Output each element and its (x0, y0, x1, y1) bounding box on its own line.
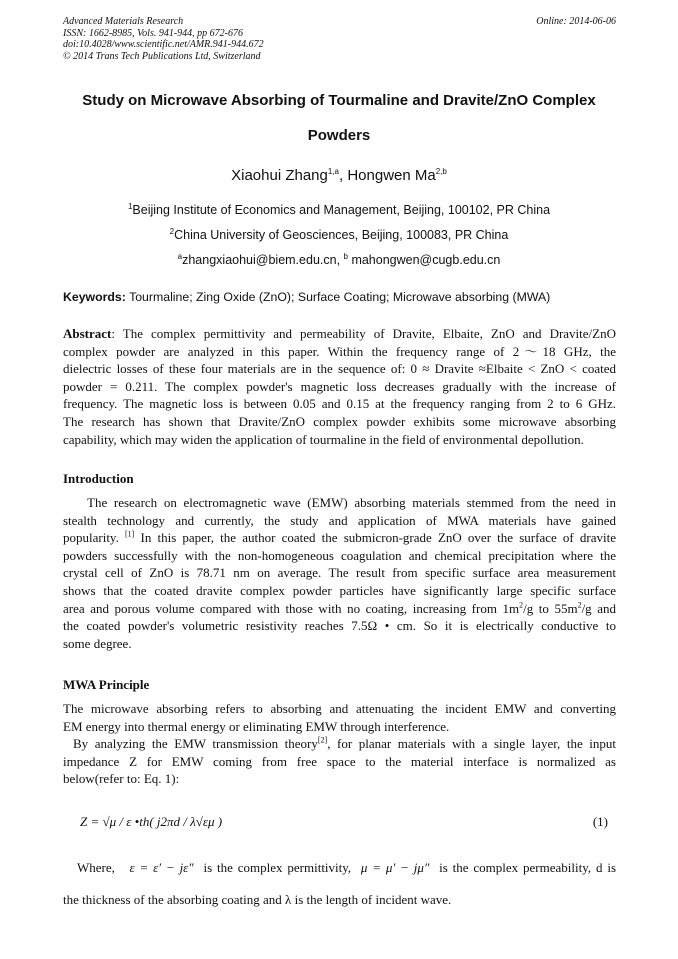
intro-line: area and porous volume compared with those with no coating, increasing from $1m^2/g$ to $55m^2/g$ and (63, 600, 616, 616)
intro-line: the coated powder's volumetric resistivity reaches 7.5Ω • cm. So it is electrically conductive to (63, 618, 616, 634)
abstract-line: capability, which may widen the application of tourmaline in the field of environmental depollution. (63, 431, 584, 447)
author-list (40, 167, 638, 184)
abstract-line: complex powder are analyzed in this paper. Within the frequency range of 2～18 GHz, the (63, 343, 616, 359)
paper-title-line-1: Study on Microwave Absorbing of Tourmaline and Dravite/ZnO Complex (82, 92, 596, 109)
where-line: the thickness of the absorbing coating and λ is the length of incident wave. (63, 892, 452, 907)
intro-line: shows that the coated dravite complex powder particles have significantly large specific surface (63, 582, 616, 598)
abstract-line: The research has shown that Dravite/ZnO complex powder exhibits some microwave absorbing (63, 413, 616, 429)
where-clause (63, 852, 616, 916)
email-sup: a (177, 251, 183, 261)
keywords (63, 290, 616, 304)
mwa-line: By analyzing the EMW transmission theory[2], for planar materials with a single layer, the input (73, 735, 616, 752)
affil-sup: 1 (127, 201, 133, 211)
affiliation-1 (40, 203, 638, 217)
abstract-line: Abstract: The complex permittivity and permeability of Dravite, Elbaite, ZnO and Dravite/ZnO (63, 326, 616, 341)
intro-line: some degree. (63, 635, 132, 651)
equation-lhs: Z (80, 814, 88, 829)
mwa-line: impedance Z for EMW coming from free space to the material interface is normalized as (63, 753, 616, 769)
author-name: Hongwen Ma (347, 167, 436, 184)
intro-line: The research on electromagnetic wave (EMW) absorbing materials stemmed from the need in (87, 495, 616, 510)
keywords-text: Tourmaline; Zing Oxide (ZnO); Surface Coating; Microwave absorbing (MWA) (125, 290, 551, 304)
abstract-line: powder = 0.211. The complex powder's magnetic loss decreases gradually with the increase of (63, 378, 616, 394)
mwa-body (63, 700, 616, 788)
equation-rhs: = √μ / ε •th( j2πd / λ√εμ ) (87, 814, 223, 829)
introduction-body (63, 494, 616, 652)
online-date: Online: 2014-06-06 (536, 16, 616, 27)
author-affil-sup: 1,a (327, 167, 339, 176)
keywords-label: Keywords: (63, 290, 126, 304)
intro-line: crystal cell of ZnO is 78.71 nm on average. The result from specific surface area measurement (63, 565, 616, 581)
mwa-line: below(refer to: Eq. 1): (63, 771, 180, 787)
author-name: Xiaohui Zhang (231, 167, 328, 184)
author-affil-sup: 2,b (435, 167, 447, 176)
email-link[interactable]: mahongwen@cugb.edu.cn (347, 253, 501, 267)
email-link[interactable]: zhangxiaohui@biem.edu.cn, (182, 253, 344, 267)
equation-number: (1) (592, 814, 608, 829)
where-line: Where, ε = ε′ − jε″ is the complex permittivity, μ = μ′ − jμ″ is the complex permeability, d is (77, 860, 617, 875)
citation-ref[interactable]: [2] (317, 735, 328, 745)
journal-header (63, 16, 616, 62)
intro-line: stealth technology and currently, the study and application of MWA materials have gained (63, 512, 616, 528)
intro-line: powders successfully with the non-homogeneous coagulation and chemical precipitation where the (63, 547, 616, 563)
doi-line: doi:10.4028/www.scientific.net/AMR.941-944.672 (63, 39, 264, 50)
section-heading-introduction: Introduction (63, 471, 134, 486)
intro-line: popularity. [1] In this paper, the author coated the submicron-grade ZnO over the surface of dravite (63, 529, 616, 546)
author-separator: , (339, 167, 348, 184)
paper-title-line-2: Powders (307, 127, 371, 144)
affil-text: Beijing Institute of Economics and Management, Beijing, 100102, PR China (132, 203, 551, 217)
mwa-line: The microwave absorbing refers to absorbing and attenuating the incident EMW and converting (63, 701, 616, 716)
equation-1 (80, 814, 616, 830)
abstract-label: Abstract (63, 326, 112, 341)
journal-name: Advanced Materials Research (63, 16, 184, 27)
issn-line: ISSN: 1662-8985, Vols. 941-944, pp 672-676 (63, 27, 243, 39)
permittivity-expression: ε = ε′ − jε″ (129, 860, 194, 875)
permeability-expression: μ = μ′ − jμ″ (360, 860, 430, 875)
affil-sup: 2 (169, 226, 175, 236)
section-heading-mwa-principle: MWA Principle (63, 677, 150, 692)
email-sup: b (343, 251, 348, 261)
mwa-line: EM energy into thermal energy or eliminating EMW through interference. (63, 718, 450, 734)
citation-ref[interactable]: [1] (125, 529, 135, 539)
abstract-line: dielectric losses of these four materials are in the sequence of: 0 ≈ Dravite ≈Elbaite < ZnO < coated (63, 361, 616, 377)
abstract (63, 325, 616, 448)
affiliation-2 (40, 228, 638, 242)
copyright-line: © 2014 Trans Tech Publications Ltd, Switzerland (63, 50, 261, 62)
affil-text: China University of Geosciences, Beijing, 100083, PR China (174, 228, 509, 242)
author-emails (40, 253, 638, 267)
abstract-line: frequency. The magnetic loss is between 0.05 and 0.15 at the frequency ranging from 2 to 6 GHz. (63, 396, 616, 412)
